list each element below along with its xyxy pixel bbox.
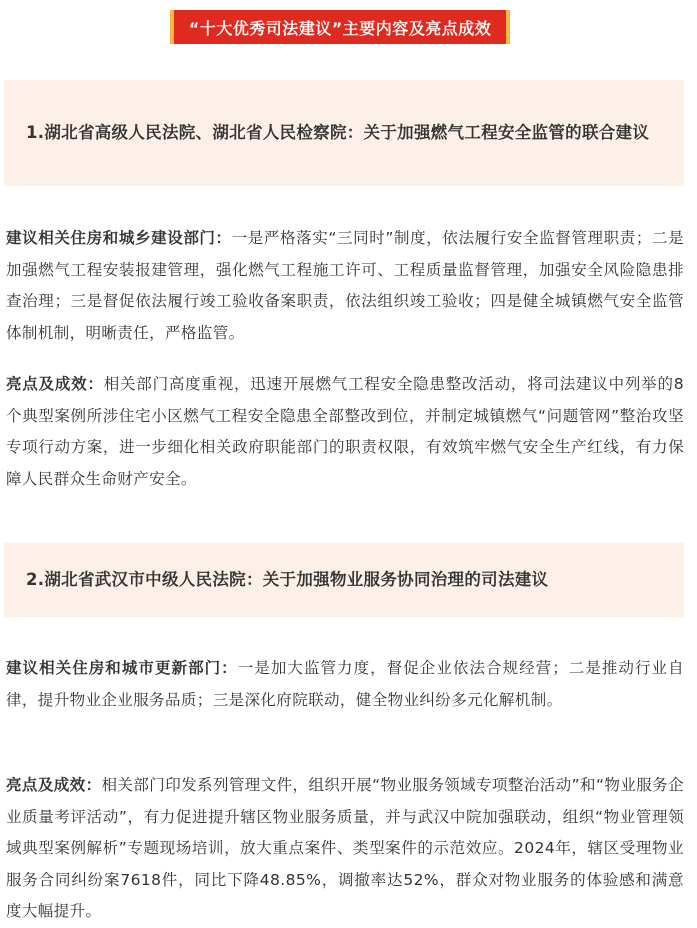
section-1-proposal-label: 建议相关住房和城乡建设部门：: [6, 229, 232, 247]
title-banner: [170, 10, 510, 44]
section-2-result-text: 相关部门印发系列管理文件，组织开展“物业服务领域专项整治活动”和“物业服务企业质量考评活动”，有力促进提升辖区物业服务质量，并与武汉中院加强联动，组织“物业管理领域典型案例解析”专题现场培训，放大重点案件、类型案件的示范效应。2024年，辖区受理物业服务合同纠纷案7618件，同比下降48.85%，调撤率达52%，群众对物业服务的体验感和满意度大幅提升。: [6, 776, 684, 920]
section-1-result-text: 相关部门高度重视，迅速开展燃气工程安全隐患整改活动，将司法建议中列举的8个典型案例所涉住宅小区燃气工程安全隐患全部整改到位，并制定城镇燃气“问题管网”整治攻坚专项行动方案，进一步细化相关政府职能部门的职责权限，有效筑牢燃气安全生产红线，有力保障人民群众生命财产安全。: [6, 375, 684, 488]
section-2-result-label: 亮点及成效：: [6, 776, 102, 794]
section-2-result: [6, 770, 684, 928]
section-1-heading: 1.湖北省高级人民法院、湖北省人民检察院：关于加强燃气工程安全监管的联合建议: [26, 123, 650, 142]
section-2-proposal-text: 一是加大监管力度，督促企业依法合规经营；二是推动行业自律，提升物业企业服务品质；三是深化府院联动，健全物业纠纷多元化解机制。: [6, 659, 684, 709]
section-2-proposal-label: 建议相关住房和城市更新部门：: [6, 659, 238, 677]
section-2-proposal: [6, 653, 684, 716]
section-1-proposal-text: 一是严格落实“三同时”制度，依法履行安全监督管理职责；二是加强燃气工程安装报建管理，强化燃气工程施工许可、工程质量监督管理，加强安全风险隐患排查治理；三是督促依法履行竣工验收备案职责，依法组织竣工验收；四是健全城镇燃气安全监管体制机制，明晰责任，严格监管。: [6, 229, 684, 342]
section-1-result: [6, 369, 684, 495]
section-2-heading: 2.湖北省武汉市中级人民法院：关于加强物业服务协同治理的司法建议: [26, 570, 549, 589]
section-2-heading-box: [4, 543, 684, 617]
section-1-result-label: 亮点及成效：: [6, 375, 104, 393]
banner-title: “十大优秀司法建议”主要内容及亮点成效: [188, 18, 492, 38]
section-1-proposal: [6, 223, 684, 349]
section-1-heading-box: [4, 80, 684, 186]
